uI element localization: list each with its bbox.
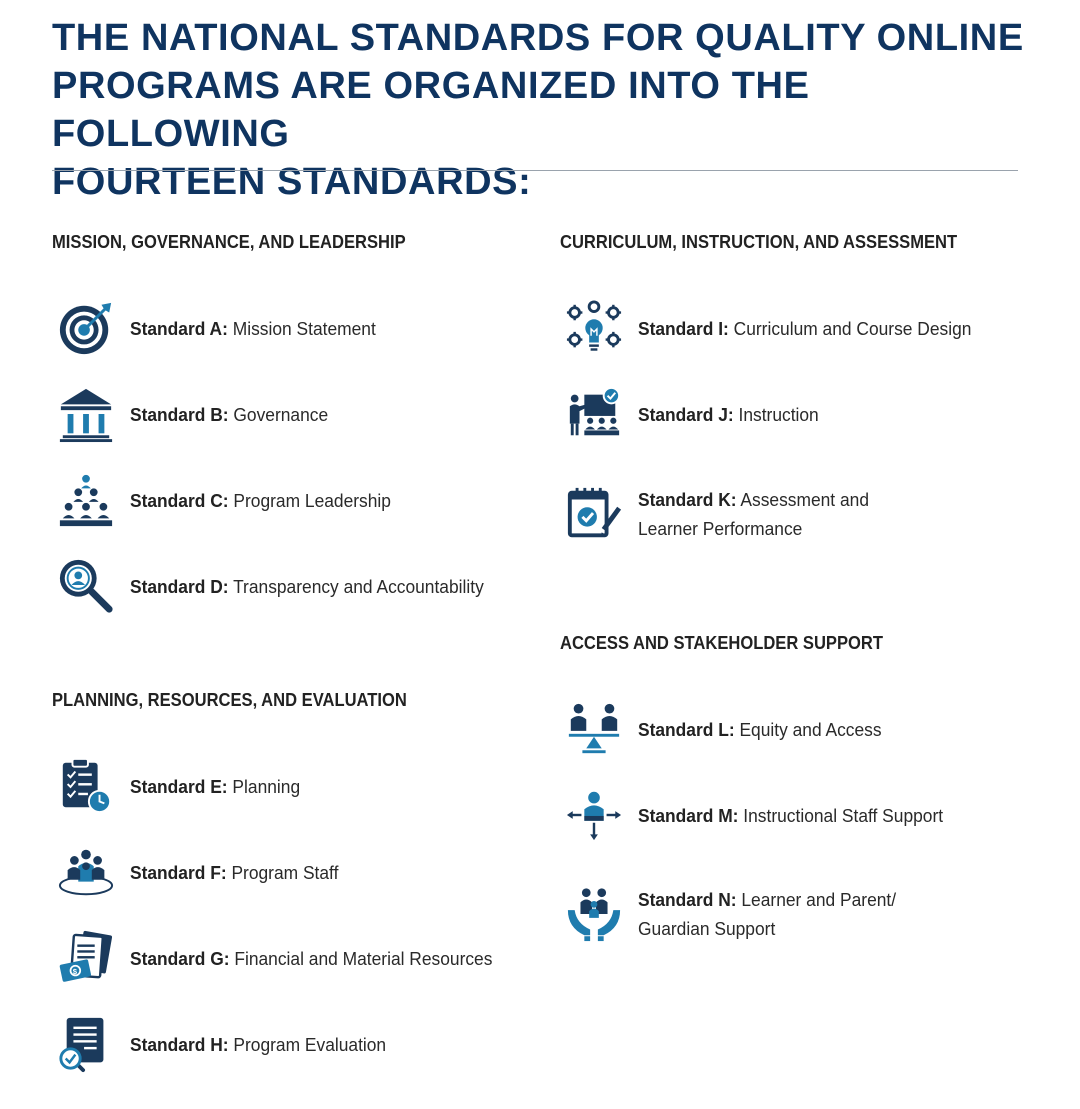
- calendar-check-pencil-icon: [564, 484, 624, 544]
- gears-lightbulb-icon: [564, 298, 624, 358]
- document-check-icon: [56, 1014, 116, 1074]
- standard-b-label: Standard B:: [130, 403, 229, 425]
- standard-l-name: Equity and Access: [739, 718, 882, 740]
- page-title: [52, 14, 1032, 206]
- standard-b-name: Governance: [233, 403, 329, 425]
- family-hands-icon: [564, 884, 624, 944]
- standard-a-text: [130, 314, 376, 343]
- magnifier-person-icon: [56, 556, 116, 616]
- standard-k: [564, 484, 884, 544]
- standard-h: [56, 1014, 402, 1074]
- section-heading-planning: PLANNING, RESOURCES, AND EVALUATION: [52, 690, 407, 710]
- standard-c-label: Standard C:: [130, 489, 229, 511]
- target-icon: [56, 298, 116, 358]
- standard-b-text: [130, 400, 328, 429]
- standard-f-text: [130, 858, 338, 887]
- standard-e-name: Planning: [232, 775, 301, 797]
- svg-text:$: $: [72, 966, 78, 976]
- standard-l: [564, 699, 897, 759]
- balance-people-icon: [564, 699, 624, 759]
- money-documents-icon: [56, 928, 116, 988]
- standard-i-text: [638, 314, 971, 343]
- standard-e: [56, 756, 311, 816]
- standard-k-name-line-2: Learner Performance: [638, 518, 803, 539]
- standard-g-label: Standard G:: [130, 947, 230, 969]
- leadership-pyramid-icon: [56, 470, 116, 530]
- section-heading-curriculum: CURRICULUM, INSTRUCTION, AND ASSESSMENT: [560, 232, 958, 252]
- standard-a: [56, 298, 391, 358]
- standard-f-name: Program Staff: [231, 861, 339, 883]
- standard-e-text: [130, 772, 300, 801]
- standard-c-text: [130, 486, 391, 515]
- standard-j-name: Instruction: [738, 403, 819, 425]
- standard-d: [56, 556, 506, 616]
- standard-n-name-line-1: Learner and Parent/: [741, 889, 897, 910]
- standard-c: [56, 470, 408, 530]
- title-divider: [52, 170, 1018, 171]
- staff-group-icon: [56, 842, 116, 902]
- standard-m-text: [638, 801, 943, 830]
- standard-i-name: Curriculum and Course Design: [733, 317, 972, 339]
- standard-i-label: Standard I:: [638, 317, 729, 339]
- standard-h-label: Standard H:: [130, 1033, 229, 1055]
- standard-k-label: Standard K:: [638, 489, 737, 510]
- title-line-2: PROGRAMS ARE ORGANIZED INTO THE FOLLOWING: [52, 65, 810, 155]
- standard-i: [564, 298, 993, 358]
- standard-g-name: Financial and Material Resources: [234, 947, 493, 969]
- standard-m: [564, 785, 963, 845]
- standard-d-name: Transparency and Accountability: [233, 575, 484, 597]
- standard-j-label: Standard J:: [638, 403, 734, 425]
- standard-d-label: Standard D:: [130, 575, 229, 597]
- standard-j-text: [638, 400, 819, 429]
- standard-g: [56, 928, 516, 988]
- standard-n-label: Standard N:: [638, 889, 737, 910]
- standard-n: [564, 884, 913, 944]
- classroom-teacher-icon: [564, 384, 624, 444]
- title-line-1: THE NATIONAL STANDARDS FOR QUALITY ONLINE: [52, 17, 1024, 59]
- government-building-icon: [56, 384, 116, 444]
- checklist-clock-icon: [56, 756, 116, 816]
- standard-a-name: Mission Statement: [232, 317, 376, 339]
- standard-b: [56, 384, 341, 444]
- title-line-3: FOURTEEN STANDARDS:: [52, 161, 532, 203]
- person-arrows-icon: [564, 785, 624, 845]
- standard-k-text: [638, 485, 869, 543]
- standard-e-label: Standard E:: [130, 775, 228, 797]
- standard-l-label: Standard L:: [638, 718, 735, 740]
- standard-h-name: Program Evaluation: [233, 1033, 387, 1055]
- standard-l-text: [638, 715, 882, 744]
- standard-c-name: Program Leadership: [233, 489, 391, 511]
- standard-k-name-line-1: Assessment and: [740, 489, 869, 510]
- standard-f-label: Standard F:: [130, 861, 227, 883]
- section-heading-access: ACCESS AND STAKEHOLDER SUPPORT: [560, 633, 883, 653]
- standard-a-label: Standard A:: [130, 317, 228, 339]
- standard-h-text: [130, 1030, 386, 1059]
- standard-m-name: Instructional Staff Support: [743, 804, 944, 826]
- standard-m-label: Standard M:: [638, 804, 739, 826]
- standard-n-text: [638, 885, 896, 943]
- standard-n-name-line-2: Guardian Support: [638, 918, 776, 939]
- section-heading-mission: MISSION, GOVERNANCE, AND LEADERSHIP: [52, 232, 406, 252]
- standard-f: [56, 842, 352, 902]
- standard-j: [564, 384, 830, 444]
- standard-d-text: [130, 572, 484, 601]
- standard-g-text: [130, 944, 492, 973]
